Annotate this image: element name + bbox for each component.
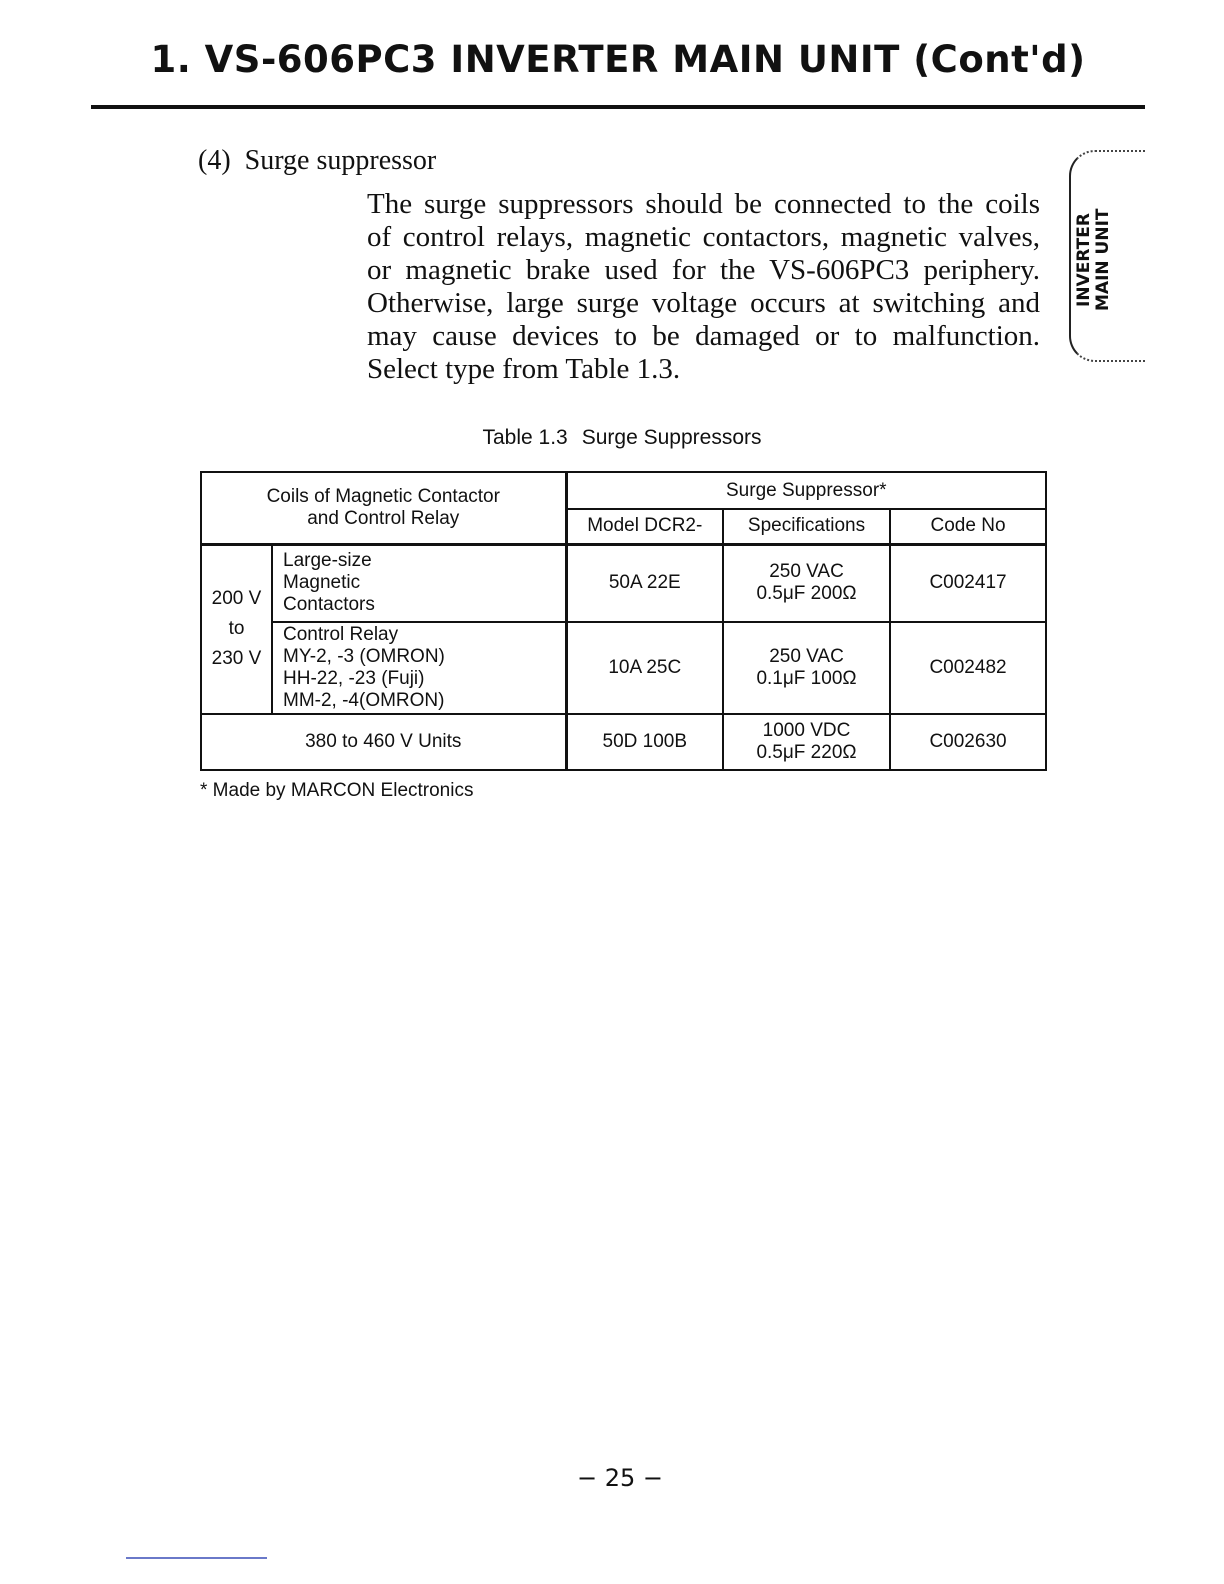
- coil-description-line: Contactors: [283, 594, 375, 616]
- voltage-range-line: to: [228, 618, 245, 640]
- header-code-no: Code No: [890, 509, 1046, 544]
- surge-suppressor-table: [200, 471, 1047, 771]
- coil-description-line: MY-2, -3 (OMRON): [283, 646, 445, 667]
- coil-description-line: Control Relay: [283, 624, 399, 645]
- spec-line: 1000 VDC: [762, 720, 851, 741]
- coil-description-line: Large-size: [283, 550, 372, 572]
- spec-line: 250 VAC: [769, 561, 844, 583]
- code-cell: C002417: [890, 544, 1046, 622]
- coil-description-line: MM-2, -4(OMRON): [283, 690, 445, 711]
- header-model: Model DCR2-: [566, 509, 723, 544]
- paragraph-line: may cause devices to be damaged or to malfunction.: [367, 320, 1040, 352]
- voltage-range-line: 230 V: [211, 648, 262, 670]
- section-number: (4): [198, 145, 231, 176]
- spec-line: 0.5μF 200Ω: [756, 583, 857, 605]
- section-paragraph: [367, 188, 1040, 386]
- model-cell: 50A 22E: [566, 544, 723, 622]
- side-tab-label: [1075, 200, 1125, 320]
- paragraph-line: or magnetic brake used for the VS-606PC3 periphery.: [367, 254, 1040, 286]
- bottom-edge-mark: [126, 1557, 267, 1559]
- voltage-range-cell: [201, 544, 272, 714]
- specifications-cell: [723, 544, 890, 622]
- model-cell: 50D 100B: [566, 714, 723, 770]
- header-specifications: Specifications: [723, 509, 890, 544]
- table-caption-title: Surge Suppressors: [581, 426, 762, 449]
- header-surge-suppressor: Surge Suppressor*: [566, 472, 1046, 509]
- section-heading: [198, 145, 436, 177]
- header-coils-line: and Control Relay: [307, 507, 460, 529]
- coil-description: [272, 622, 566, 714]
- paragraph-line: of control relays, magnetic contactors, magnetic valves,: [367, 221, 1040, 253]
- paragraph-line: Otherwise, large surge voltage occurs at switching and: [367, 287, 1040, 319]
- side-tab-line: MAIN UNIT: [1093, 208, 1113, 312]
- table-header-row: [201, 472, 1046, 509]
- specifications-cell: [723, 622, 890, 714]
- spec-line: 250 VAC: [769, 646, 844, 667]
- coil-description-line: Magnetic: [283, 572, 361, 594]
- voltage-range-line: 200 V: [211, 588, 262, 610]
- coil-description: [272, 544, 566, 622]
- spec-line: 0.5μF 220Ω: [756, 742, 857, 763]
- coil-description: 380 to 460 V Units: [201, 714, 566, 770]
- spec-line: 0.1μF 100Ω: [756, 668, 857, 689]
- table-row: [201, 544, 1046, 622]
- section-title: Surge suppressor: [244, 145, 437, 176]
- table-footnote: * Made by MARCON Electronics: [200, 780, 474, 801]
- header-coils: [201, 472, 566, 544]
- code-cell: C002482: [890, 622, 1046, 714]
- table-caption: [200, 426, 1044, 450]
- table-row: [201, 714, 1046, 770]
- page-number: − 25 −: [576, 1464, 663, 1492]
- paragraph-line: Select type from Table 1.3.: [367, 353, 681, 385]
- header-coils-line: Coils of Magnetic Contactor: [266, 485, 500, 507]
- table-caption-number: Table 1.3: [482, 426, 568, 449]
- specifications-cell: [723, 714, 890, 770]
- side-tab-line: INVERTER: [1074, 213, 1094, 307]
- title-divider: [91, 105, 1145, 109]
- model-cell: 10A 25C: [566, 622, 723, 714]
- coil-description-line: HH-22, -23 (Fuji): [283, 668, 425, 689]
- table-row: [201, 622, 1046, 714]
- code-cell: C002630: [890, 714, 1046, 770]
- paragraph-line: The surge suppressors should be connected to the coils: [367, 188, 1040, 220]
- page-title: 1. VS-606PC3 INVERTER MAIN UNIT (Cont'd): [150, 38, 1086, 81]
